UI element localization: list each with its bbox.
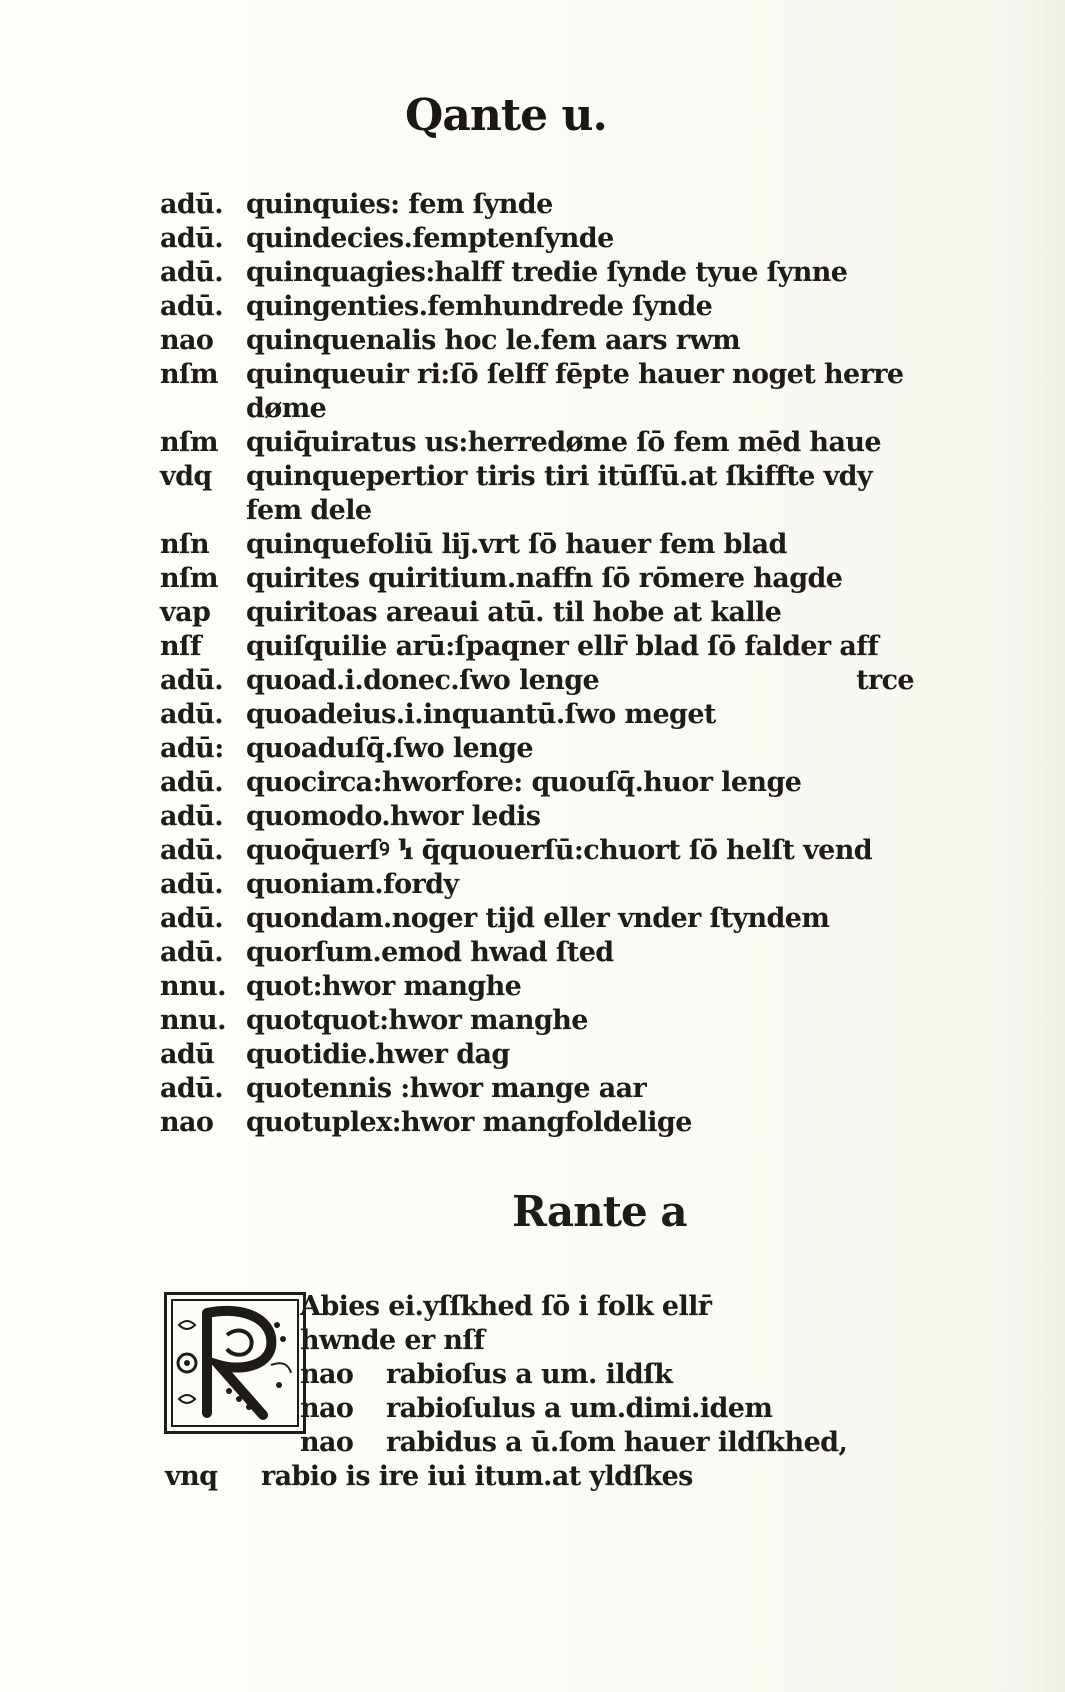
entry-text: quomodo.hwor ledis [246, 801, 541, 832]
grammar-code: nſm [160, 427, 219, 458]
entry-text: quoad.i.donec.ſwo lenge [246, 665, 600, 696]
dictionary-entry [160, 358, 920, 426]
dictionary-entry [160, 1004, 920, 1038]
entry-text-wrap [246, 1038, 920, 1072]
dictionary-entry [160, 766, 920, 800]
entry-text-wrap [246, 1004, 920, 1038]
grammar-code: adū: [160, 733, 224, 764]
section-line [300, 1426, 940, 1460]
grammar-code: vdq [160, 461, 212, 492]
grammar-code: nnu. [160, 971, 226, 1002]
entry-text-wrap [246, 596, 920, 630]
entry-continuation: fem dele [246, 495, 372, 526]
page-heading: Qante u. [405, 90, 607, 141]
entry-text: quorſum.emod hwad ſted [246, 937, 614, 968]
section-lines [300, 1290, 940, 1460]
entry-continuation: døme [246, 393, 327, 424]
dictionary-entry [160, 222, 920, 256]
grammar-code: adū. [160, 257, 224, 288]
dictionary-entry [160, 290, 920, 324]
dictionary-entry [160, 596, 920, 630]
grammar-code: adū. [160, 767, 224, 798]
section-line [300, 1392, 940, 1426]
grammar-code: nao [160, 325, 214, 356]
dictionary-entry [160, 698, 920, 732]
dictionary-entry [160, 324, 920, 358]
entry-text-wrap [246, 936, 920, 970]
entry-text: quindecies.femptenſynde [246, 223, 614, 254]
entry-text: quoniam.fordy [246, 869, 459, 900]
entry-text-wrap [246, 834, 920, 868]
grammar-code: adū. [160, 291, 224, 322]
dictionary-entry [160, 902, 920, 936]
entry-text-wrap [246, 868, 920, 902]
entry-tail: trce [856, 665, 914, 696]
entry-text-wrap [246, 460, 920, 528]
grammar-code: nnu. [160, 1005, 226, 1036]
entry-text: quiſquilie arū:ſpaqner ellr̄ blad ſō falder aff [246, 631, 879, 662]
grammar-code: adū. [160, 937, 224, 968]
dictionary-entry [160, 970, 920, 1004]
dictionary-entry [160, 1072, 920, 1106]
grammar-code: adū. [160, 189, 224, 220]
entry-text: quoq̄uerſꝰ ꝇ q̄quouerſū:chuort ſō helſt vend [246, 835, 873, 866]
grammar-code: adū [160, 1039, 215, 1070]
section-heading: Rante a [512, 1187, 687, 1236]
entry-text-wrap [246, 698, 920, 732]
dictionary-entries [160, 188, 920, 1140]
entry-text-wrap [246, 528, 920, 562]
entry-text-wrap [246, 732, 920, 766]
entry-text: quinquagies:halff tredie ſynde tyue ſynne [246, 257, 848, 288]
entry-text-wrap [246, 766, 920, 800]
dictionary-entry [160, 426, 920, 460]
entry-text: rabioſulus a um.dimi.idem [386, 1393, 773, 1424]
entry-text: Abies ei.yſſkhed ſō i folk ellr̄ [300, 1291, 712, 1322]
dictionary-entry [160, 1038, 920, 1072]
entry-text: quinquies: fem ſynde [246, 189, 553, 220]
entry-text-wrap [246, 902, 920, 936]
entry-text: quingenties.femhundrede ſynde [246, 291, 713, 322]
section-last-line [165, 1460, 693, 1494]
entry-text-wrap [246, 324, 920, 358]
grammar-code: nao [300, 1359, 354, 1390]
entry-text: quirites quiritium.naffn ſō rōmere hagde [246, 563, 843, 594]
entry-text: quotquot:hwor manghe [246, 1005, 588, 1036]
dictionary-entry [160, 460, 920, 528]
entry-text-wrap [246, 358, 920, 426]
dictionary-entry [160, 800, 920, 834]
ornament-illustration [167, 1295, 303, 1431]
dictionary-entry [160, 664, 920, 698]
grammar-code: nao [300, 1393, 354, 1424]
grammar-code: nſm [160, 359, 219, 390]
section-line [300, 1358, 940, 1392]
grammar-code: adū. [160, 801, 224, 832]
entry-text: quoaduſq̄.ſwo lenge [246, 733, 534, 764]
grammar-code: nao [160, 1107, 214, 1138]
entry-text-wrap [246, 222, 920, 256]
entry-text: quot:hwor manghe [246, 971, 522, 1002]
section-line [300, 1290, 940, 1324]
entry-text-wrap [246, 562, 920, 596]
entry-text-wrap [246, 970, 920, 1004]
entry-text-wrap [246, 188, 920, 222]
entry-text-wrap [246, 1072, 920, 1106]
dictionary-entry [160, 936, 920, 970]
section-line [300, 1324, 940, 1358]
entry-text: quotidie.hwer dag [246, 1039, 510, 1070]
decorated-initial-r [164, 1292, 306, 1434]
entry-text-wrap [246, 290, 920, 324]
dictionary-entry [160, 256, 920, 290]
dictionary-entry [160, 630, 920, 664]
entry-text-wrap [246, 630, 920, 664]
grammar-code: adū. [160, 1073, 224, 1104]
grammar-code: vnq [165, 1461, 218, 1492]
dictionary-entry [160, 732, 920, 766]
dictionary-entry [160, 834, 920, 868]
entry-text-wrap [246, 664, 920, 698]
entry-text: quotennis :hwor mange aar [246, 1073, 647, 1104]
entry-text: rabio is ire iui itum.at yldſkes [261, 1461, 693, 1492]
grammar-code: adū. [160, 835, 224, 866]
dictionary-entry [160, 868, 920, 902]
entry-text: quinquefoliū liȷ̄.vrt ſō hauer fem blad [246, 529, 787, 560]
entry-text: quinquenalis hoc le.fem aars rwm [246, 325, 741, 356]
dictionary-entry [160, 1106, 920, 1140]
entry-text: rabioſus a um. ildſk [386, 1359, 673, 1390]
grammar-code: adū. [160, 223, 224, 254]
dictionary-entry [160, 562, 920, 596]
entry-text: hwnde er nſf [300, 1325, 485, 1356]
entry-text-wrap [246, 1106, 920, 1140]
entry-text: quiritoas areaui atū. til hobe at kalle [246, 597, 782, 628]
entry-text: quinquepertior tiris tiri itūſſū.at ſkiffte vdy [246, 461, 873, 492]
dictionary-entry [160, 188, 920, 222]
grammar-code: nao [300, 1427, 354, 1458]
entry-text: quocirca:hworfore: quouſq̄.huor lenge [246, 767, 802, 798]
entry-text-wrap [246, 800, 920, 834]
entry-text: quiq̄uiratus us:herredøme ſō fem mēd haue [246, 427, 881, 458]
entry-text: quinqueuir ri:ſō ſelff fēpte hauer noget herre [246, 359, 904, 390]
entry-text: rabidus a ū.ſom hauer ildſkhed, [386, 1427, 848, 1458]
dictionary-entry [160, 528, 920, 562]
grammar-code: adū. [160, 903, 224, 934]
grammar-code: nſf [160, 631, 202, 662]
grammar-code: adū. [160, 665, 224, 696]
page-edge-shadow [1027, 0, 1065, 1692]
entry-text-wrap [246, 426, 920, 460]
entry-text: quoadeius.i.inquantū.ſwo meget [246, 699, 716, 730]
entry-text-wrap [246, 256, 920, 290]
grammar-code: nſn [160, 529, 210, 560]
entry-text: quondam.noger tijd eller vnder ſtyndem [246, 903, 830, 934]
grammar-code: adū. [160, 699, 224, 730]
entry-text: quotuplex:hwor mangfoldelige [246, 1107, 692, 1138]
grammar-code: vap [160, 597, 211, 628]
grammar-code: nſm [160, 563, 219, 594]
grammar-code: adū. [160, 869, 224, 900]
